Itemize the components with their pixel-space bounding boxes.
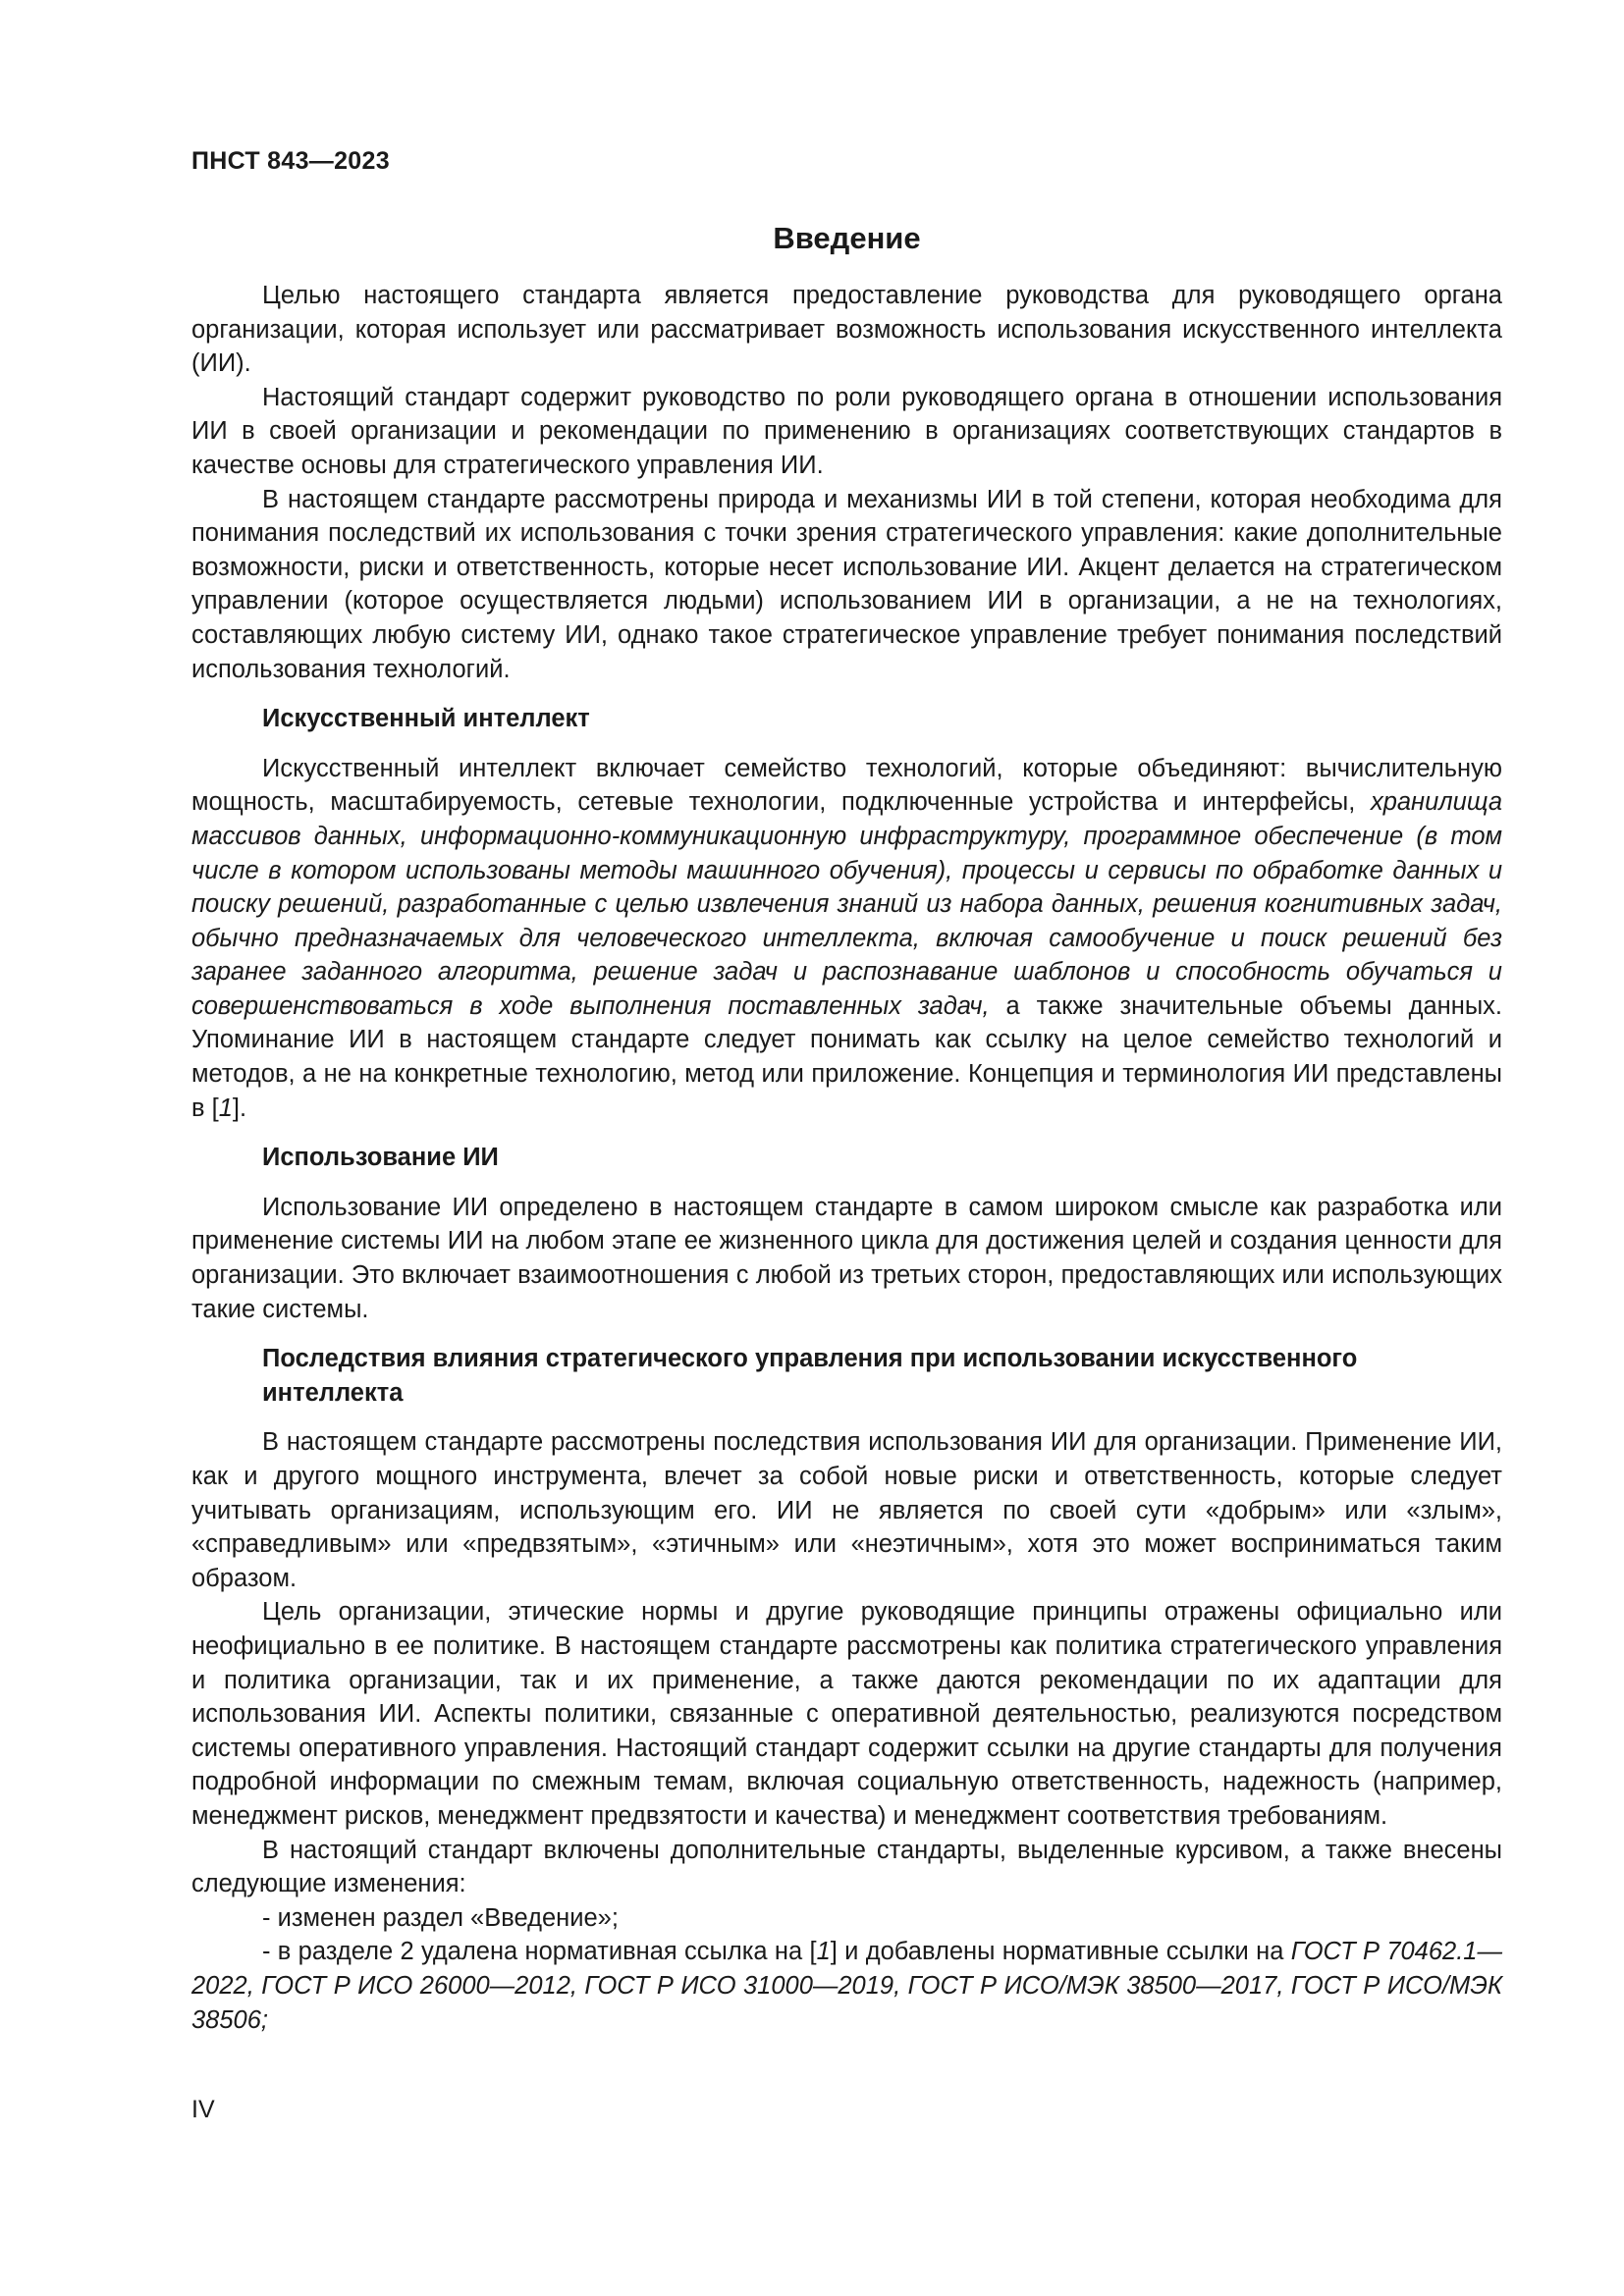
document-code: ПНСТ 843—2023 [191,147,390,175]
document-body [191,220,1502,2037]
list-item: - изменен раздел «Введение»; [262,1903,619,1932]
intro-paragraph-2: Настоящий стандарт содержит руководство по роли руководящего органа в отношении использования ИИ в своей организации и рекомендации по применению в организациях соответствующих стандартов в качестве основы для стратегического управления ИИ. [191,383,1502,479]
impact-paragraph-2: Цель организации, этические нормы и другие руководящие принципы отражены официально или неофициально в ее политике. В настоящем стандарте рассмотрены как политика стратегического управления и политика организации, так и их применение, а также даются рекомендации по их адаптации для использования ИИ. Аспекты политики, связанные с оперативной деятельностью, реализуются посредством системы оперативного управления. Настоящий стандарт содержит ссылки на другие стандарты для получения подробной информации по смежным темам, включая социальную ответственность, надежность (например, менеджмент рисков, менеджмент предвзятости и качества) и менеджмент соответствия требованиям. [191,1598,1502,1830]
section-heading-ai: Искусственный интеллект [262,705,590,733]
ai-paragraph-italic: хранилища массивов данных, информационно-коммуникационную инфраструктуру, программное обеспечение (в том числе в котором использованы методы машинного обучения), процессы и сервисы по обработке данных и поиску решений, разработанные с целью извлечения знаний из набора данных, решения когнитивных задач, обычно предназначаемых для человеческого интеллекта, включая самообучение и поиск решений без заранее заданного алгоритма, решение задач и распознавание шаблонов и способность обучаться и совершенствоваться в ходе выполнения поставленных задач, [191,788,1502,1020]
ai-paragraph-lead: Искусственный интеллект включает семейство технологий, которые объединяют: вычислительную мощность, масштабируемость, сетевые технологии, подключенные устройства и интерфейсы, [191,754,1502,817]
list-item-standards: ГОСТ Р 70462.1—2022, ГОСТ Р ИСО 26000—2012, ГОСТ Р ИСО 31000—2019, ГОСТ Р ИСО/МЭК 38500—2017, ГОСТ Р ИСО/МЭК 38506; [191,1938,1502,2034]
page-title: Введение [773,221,921,255]
impact-paragraph-3: В настоящий стандарт включены дополнительные стандарты, выделенные курсивом, а также внесены следующие изменения: [191,1836,1502,1898]
section-heading-use: Использование ИИ [262,1144,499,1172]
list-item-reference: 1 [816,1938,831,1966]
ai-paragraph-tail: а также значительные объемы данных. Упоминание ИИ в настоящем стандарте следует понимать как ссылку на целое семейство технологий и методов, а не на конкретные технологию, метод или приложение. Концепция и терминология ИИ представлены в [ [191,991,1503,1122]
page-number: IV [191,2096,215,2123]
use-paragraph: Использование ИИ определено в настоящем стандарте в самом широком смысле как разработка или применение системы ИИ на любом этапе ее жизненного цикла для достижения целей и создания ценности для организации. Это включает взаимоотношения с любой из третьих сторон, предоставляющих или использующих такие системы. [191,1193,1502,1323]
ai-paragraph [191,752,1502,1126]
intro-paragraph-3: В настоящем стандарте рассмотрены природа и механизмы ИИ в той степени, которая необходима для понимания последствий их использования с точки зрения стратегического управления: какие дополнительные возможности, риски и ответственность, которые несет использование ИИ. Акцент делается на стратегическом управлении (которое осуществляется людьми) использованием ИИ в организации, а не на технологиях, составляющих любую систему ИИ, однако такое стратегическое управление требует понимания последствий использования технологий. [191,485,1502,683]
impact-paragraph-1: В настоящем стандарте рассмотрены последствия использования ИИ для организации. Применение ИИ, как и другого мощного инструмента, влечет за собой новые риски и ответственность, которые следует учитывать организациям, использующим его. ИИ не является по своей сути «добрым» или «злым», «справедливым» или «предвзятым», «этичным» или «неэтичным», хотя это может восприниматься таким образом. [191,1428,1502,1592]
list-item-lead: - в разделе 2 удалена нормативная ссылка на [ [262,1938,817,1966]
intro-paragraph-1: Целью настоящего стандарта является предоставление руководства для руководящего органа организации, которая использует или рассматривает возможность использования искусственного интеллекта (ИИ). [191,282,1502,378]
list-item [191,1935,1502,2037]
ai-reference: 1 [218,1094,233,1122]
list-item-mid: ] и добавлены нормативные ссылки на [830,1938,1291,1966]
section-heading-impact: Последствия влияния стратегического управления при использовании искусственного интеллекта [262,1345,1358,1407]
ai-paragraph-end: ]. [232,1094,247,1122]
